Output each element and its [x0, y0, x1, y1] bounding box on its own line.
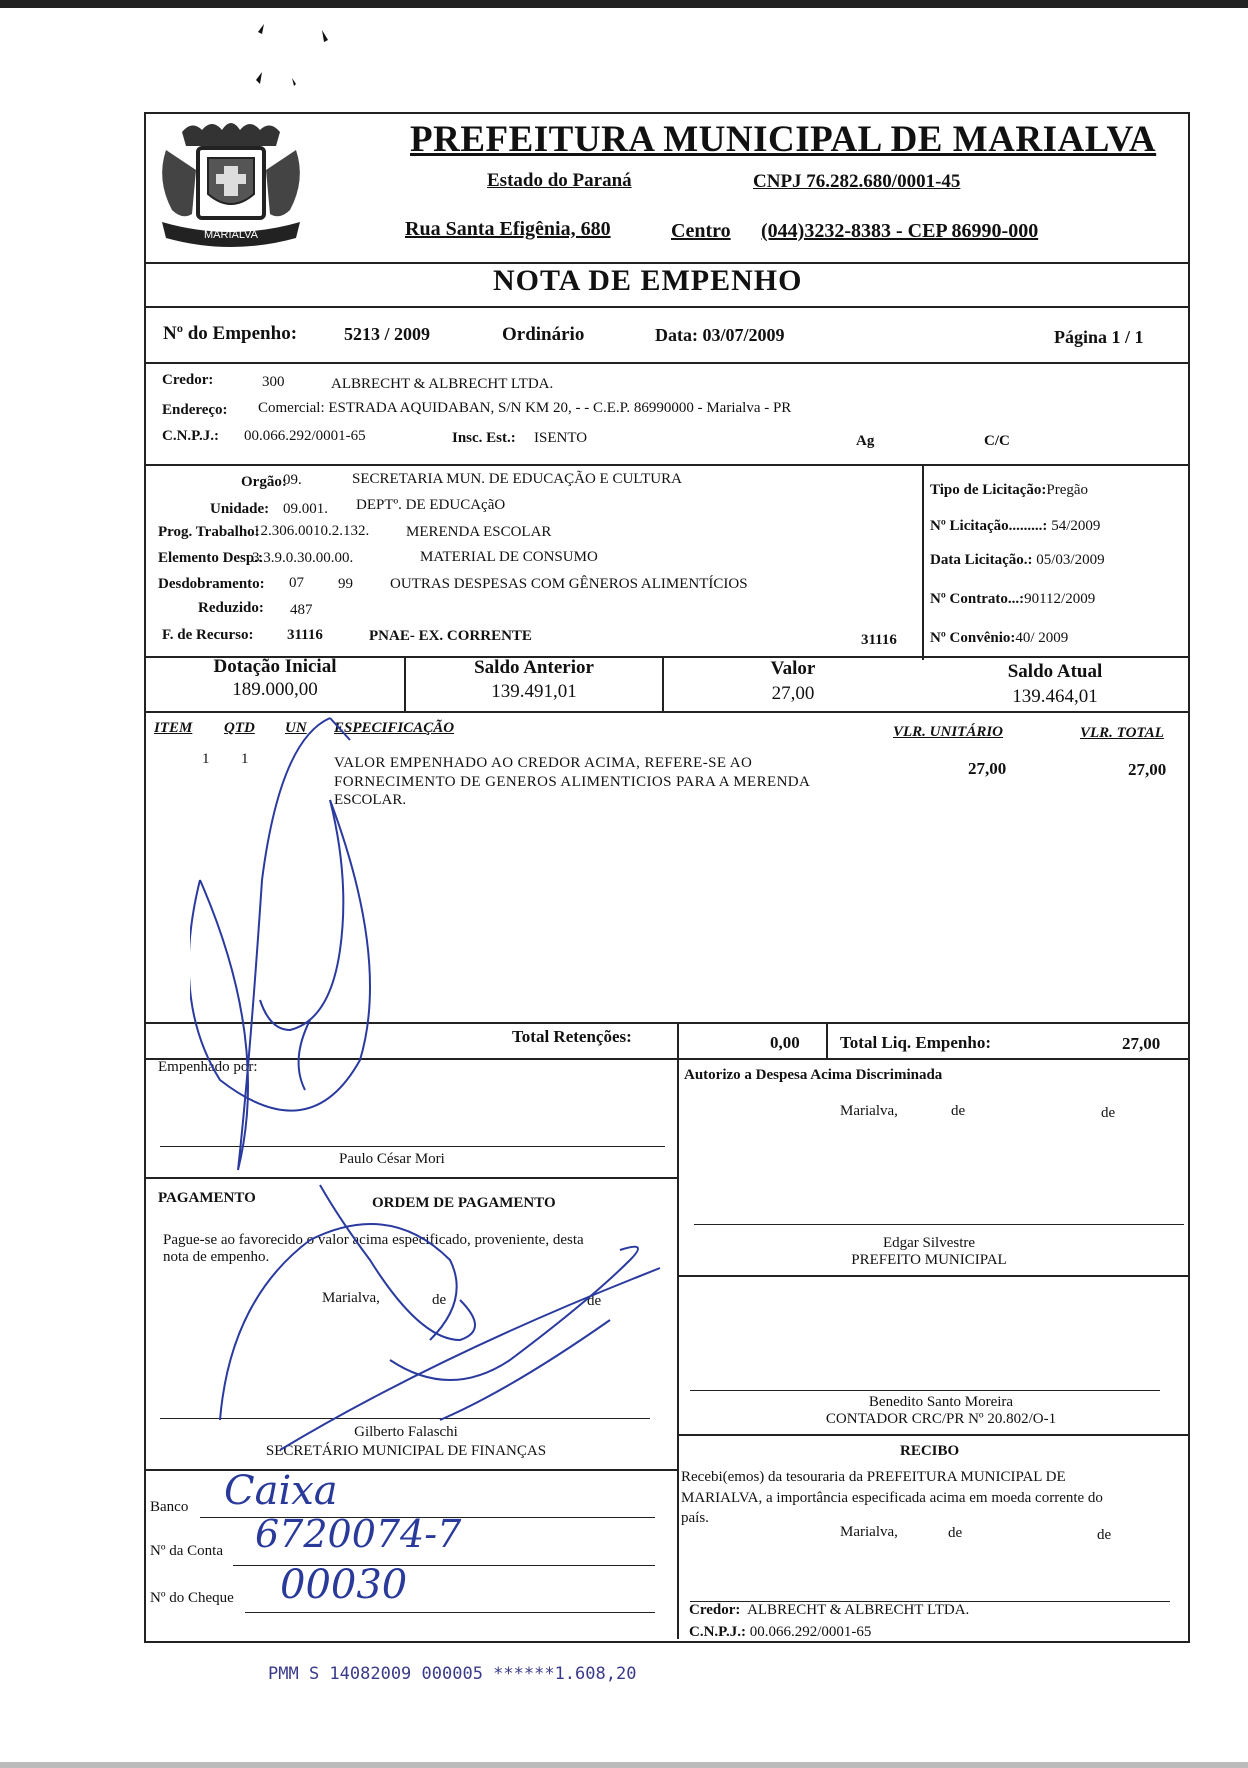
divider: [144, 464, 1188, 466]
insc-label: Insc. Est.:: [452, 430, 516, 446]
ordem-pagamento-label: ORDEM DE PAGAMENTO: [372, 1195, 556, 1211]
licitacao-convenio-value: 40/ 2009: [1015, 630, 1069, 646]
banco-label: Banco: [150, 1499, 189, 1515]
col-vlr-unitario: VLR. UNITÁRIO: [893, 724, 1004, 740]
licitacao-numero-label: Nº Licitação.........:: [930, 518, 1048, 534]
row-spec-line-2: FORNECIMENTO DE GENEROS ALIMENTICIOS PARA A MERENDA: [334, 774, 811, 790]
pagamento-place: Marialva,: [322, 1290, 380, 1306]
pagamento-text-1: Pague-se ao favorecido o valor acima especificado, proveniente, desta: [163, 1232, 584, 1248]
recibo-credor-label: Credor:: [689, 1602, 741, 1618]
autorizo-place: Marialva,: [840, 1103, 898, 1119]
cc-label: C/C: [984, 433, 1010, 449]
col-qtd: QTD: [224, 720, 255, 736]
doc-title: NOTA DE EMPENHO: [493, 264, 803, 297]
licitacao-numero: [930, 518, 1100, 535]
recibo-credor-name: ALBRECHT & ALBRECHT LTDA.: [747, 1602, 970, 1618]
row-spec-line-1: VALOR EMPENHADO AO CREDOR ACIMA, REFERE-SE AO: [334, 755, 753, 771]
licitacao-data: [930, 552, 1105, 569]
retencoes-value: 0,00: [770, 1033, 800, 1052]
empenho-label: Nº do Empenho:: [163, 323, 298, 344]
recibo-cnpj-value: 00.066.292/0001-65: [749, 1624, 872, 1640]
credor-insc: ISENTO: [534, 430, 588, 446]
pagamento-text-2: nota de empenho.: [163, 1249, 270, 1265]
pagamento-role: SECRETÁRIO MUNICIPAL DE FINANÇAS: [265, 1443, 547, 1459]
pagamento-de-2: de: [587, 1293, 602, 1309]
pagamento-label: PAGAMENTO: [158, 1190, 256, 1206]
dotacao-value: 189.000,00: [232, 679, 318, 700]
divider: [826, 1022, 828, 1060]
elemento-code: 3.3.9.0.30.00.00.: [252, 550, 354, 566]
divider: [677, 1434, 1188, 1436]
empenho-type: Ordinário: [502, 324, 585, 345]
prog-name: MERENDA ESCOLAR: [406, 524, 552, 540]
empenho-number: 5213 / 2009: [344, 324, 431, 344]
recibo-de-2: de: [1097, 1527, 1112, 1543]
recurso-name: PNAE- EX. CORRENTE: [369, 628, 532, 644]
saldo-anterior-label: Saldo Anterior: [474, 657, 594, 678]
recibo-de-1: de: [948, 1525, 963, 1541]
header-cnpj: CNPJ 76.282.680/0001-45: [753, 171, 961, 192]
address-label: Endereço:: [162, 402, 228, 418]
saldo-anterior-value: 139.491,01: [491, 681, 577, 702]
row-unit-value: 27,00: [968, 759, 1007, 778]
row-spec-line-3: ESCOLAR.: [334, 792, 407, 808]
licitacao-data-value: 05/03/2009: [1036, 552, 1105, 568]
col-un: UN: [285, 720, 307, 736]
scan-top-edge: [0, 0, 1248, 8]
header-phone-cep: (044)3232-8383 - CEP 86990-000: [761, 220, 1039, 242]
divider: [144, 306, 1188, 308]
licitacao-convenio-label: Nº Convênio:: [930, 630, 1016, 646]
divider: [677, 1058, 679, 1639]
cash-register-stamp: PMM S 14082009 000005 ******1.608,20: [268, 1664, 637, 1684]
valor-value: 27,00: [771, 683, 815, 704]
signature-line: [690, 1390, 1160, 1391]
recibo-cnpj-label: C.N.P.J.:: [689, 1624, 746, 1640]
autorizo-name: Edgar Silvestre: [882, 1235, 976, 1251]
licitacao-contrato: [930, 591, 1095, 608]
licitacao-data-label: Data Licitação.:: [930, 552, 1033, 568]
divider: [144, 362, 1188, 364]
pagamento-name: Gilberto Falaschi: [354, 1424, 458, 1440]
retencoes-label: Total Retenções:: [512, 1027, 632, 1046]
reduzido-label: Reduzido:: [198, 600, 264, 616]
recurso-label: F. de Recurso:: [162, 627, 254, 643]
row-item: 1: [202, 751, 210, 767]
contador-name: Benedito Santo Moreira: [868, 1394, 1014, 1410]
conta-handwritten: 6720074-7: [255, 1512, 462, 1556]
divider: [922, 464, 924, 660]
licitacao-tipo-label: Tipo de Licitação:: [930, 482, 1047, 498]
signature-line: [694, 1224, 1184, 1225]
empenhado-label: Empenhado por:: [158, 1059, 258, 1075]
recibo-credor: [689, 1602, 969, 1619]
col-item: ITEM: [154, 720, 193, 736]
cheque-label: Nº do Cheque: [150, 1590, 234, 1606]
liq-empenho-label: Total Liq. Empenho:: [840, 1033, 991, 1052]
autorizo-role: PREFEITO MUNICIPAL: [851, 1252, 1007, 1268]
recibo-text-3: país.: [681, 1510, 709, 1526]
credor-code: 300: [262, 374, 285, 390]
prog-code: 12.306.0010.2.132.: [253, 523, 370, 539]
licitacao-contrato-value: 90112/2009: [1024, 591, 1096, 607]
unidade-name: DEPTº. DE EDUCAçãO: [356, 497, 506, 513]
row-qtd: 1: [241, 751, 249, 767]
divider: [677, 1022, 679, 1060]
recurso-code: 31116: [287, 627, 323, 643]
divider: [677, 1275, 1188, 1277]
desdob-label: Desdobramento:: [158, 576, 265, 592]
elemento-label: Elemento Desp.:: [158, 550, 263, 566]
licitacao-tipo-value: Pregão: [1046, 482, 1089, 498]
valor-label: Valor: [770, 658, 816, 679]
municipal-crest-logo: [152, 110, 310, 258]
licitacao-convenio: [930, 630, 1068, 647]
cheque-line: [245, 1612, 655, 1613]
desdob-name: OUTRAS DESPESAS COM GÊNEROS ALIMENTÍCIOS: [390, 576, 748, 592]
liq-empenho-value: 27,00: [1122, 1034, 1161, 1053]
recibo-text-2: MARIALVA, a importância especificada acima em moeda corrente do: [681, 1490, 1103, 1506]
saldo-atual-value: 139.464,01: [1012, 686, 1098, 707]
col-especificacao: ESPECIFICAÇÃO: [334, 720, 455, 736]
recibo-label: RECIBO: [900, 1443, 960, 1459]
contador-role: CONTADOR CRC/PR Nº 20.802/O-1: [825, 1411, 1057, 1427]
orgao-code: 09.: [283, 472, 302, 488]
col-vlr-total: VLR. TOTAL: [1080, 725, 1164, 741]
recibo-text-1: Recebi(emos) da tesouraria da PREFEITURA MUNICIPAL DE: [681, 1469, 1066, 1485]
credor-label: Credor:: [162, 372, 214, 388]
conta-label: Nº da Conta: [150, 1543, 223, 1559]
cheque-handwritten: 00030: [280, 1562, 408, 1608]
credor-cnpj: 00.066.292/0001-65: [244, 428, 366, 444]
recibo-cnpj: [689, 1624, 871, 1641]
licitacao-contrato-label: Nº Contrato...:: [930, 591, 1025, 607]
credor-address: Comercial: ESTRADA AQUIDABAN, S/N KM 20, - - C.E.P. 86990000 - Marialva - PR: [258, 400, 792, 416]
licitacao-numero-value: 54/2009: [1051, 518, 1101, 534]
autorizo-de-1: de: [951, 1103, 966, 1119]
saldo-atual-label: Saldo Atual: [1007, 661, 1103, 682]
header-state: Estado do Paraná: [487, 170, 632, 191]
orgao-label: Orgão:: [241, 474, 287, 490]
header-district: Centro: [671, 220, 731, 242]
recibo-place: Marialva,: [840, 1524, 898, 1540]
scan-marks: [250, 18, 330, 88]
scan-bottom-edge: [0, 1762, 1248, 1768]
row-total-value: 27,00: [1128, 760, 1167, 779]
page-title: PREFEITURA MUNICIPAL DE MARIALVA: [410, 119, 1157, 160]
desdob-code-1: 07: [289, 575, 304, 591]
unidade-label: Unidade:: [210, 501, 270, 517]
recurso-code-2: 31116: [861, 632, 897, 648]
autorizo-de-2: de: [1101, 1105, 1116, 1121]
cnpj-label: C.N.P.J.:: [162, 428, 219, 444]
empenho-date: Data: 03/07/2009: [655, 325, 785, 345]
handwritten-signatures: [190, 700, 670, 1460]
orgao-name: SECRETARIA MUN. DE EDUCAÇÃO E CULTURA: [352, 471, 682, 487]
credor-name: ALBRECHT & ALBRECHT LTDA.: [331, 376, 554, 392]
crest-banner-text: MARIALVA: [204, 229, 258, 241]
autorizo-label: Autorizo a Despesa Acima Discriminada: [684, 1067, 943, 1083]
header-address: Rua Santa Efigênia, 680: [405, 218, 611, 240]
elemento-name: MATERIAL DE CONSUMO: [420, 549, 598, 565]
empenhado-name: Paulo César Mori: [339, 1151, 445, 1167]
unidade-code: 09.001.: [283, 501, 328, 517]
banco-handwritten: Caixa: [224, 1468, 338, 1514]
ag-label: Ag: [856, 433, 875, 449]
prog-label: Prog. Trabalho:: [158, 524, 260, 540]
page-number: Página 1 / 1: [1054, 327, 1144, 347]
desdob-code-2: 99: [338, 576, 353, 592]
reduzido-value: 487: [290, 602, 313, 618]
dotacao-label: Dotação Inicial: [213, 656, 337, 677]
licitacao-tipo: [930, 482, 1088, 499]
pagamento-de-1: de: [432, 1292, 447, 1308]
